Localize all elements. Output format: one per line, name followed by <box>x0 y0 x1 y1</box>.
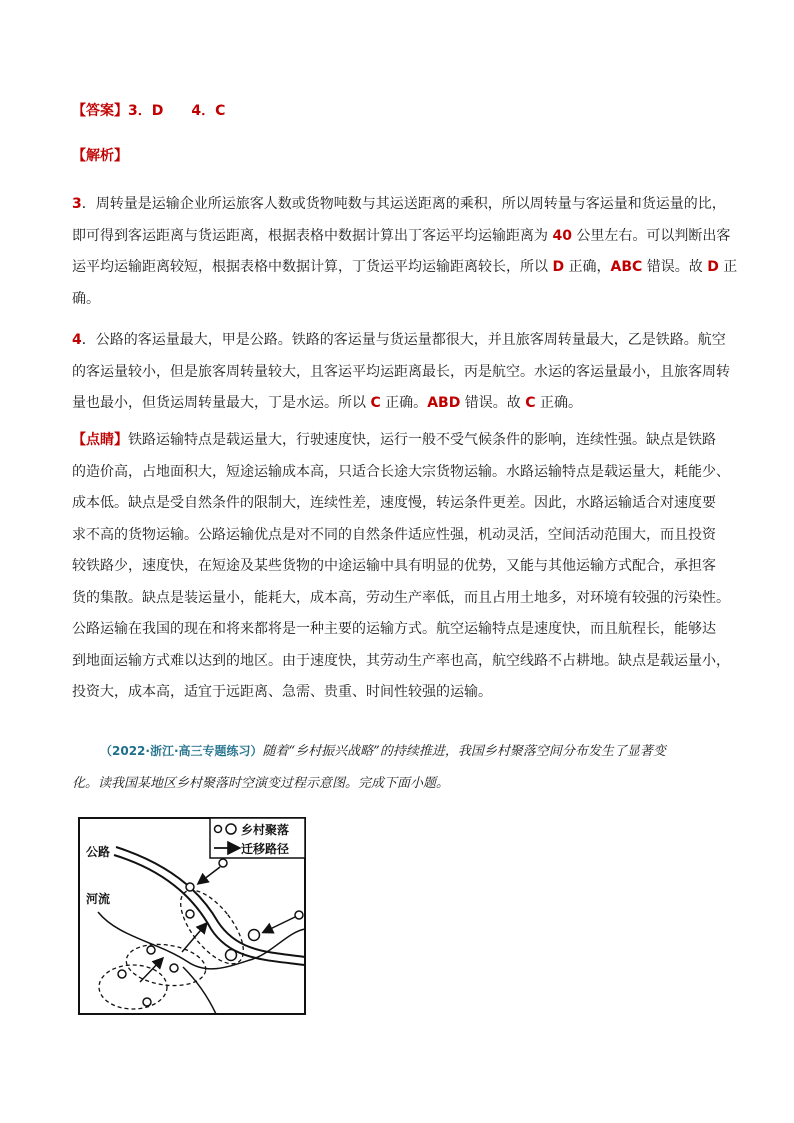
q4-line-3 <box>72 388 724 420</box>
q3-text: 错误。故 <box>642 259 708 275</box>
intro-line-2: 化。读我国某地区乡村聚落时空演变过程示意图。完成下面小题。 <box>72 775 450 791</box>
question-intro <box>72 736 732 799</box>
q3-text: 正 <box>718 259 738 275</box>
q4-text: 正确。 <box>380 395 428 411</box>
dianjing-section <box>72 425 730 709</box>
dj-line: 投资大，成本高，适宜于远距离、急需、贵重、时间性较强的运输。 <box>72 684 492 700</box>
analysis-tag: 【解析】 <box>72 148 128 164</box>
settlement-small <box>170 964 178 972</box>
dj-line: 成本低。缺点是受自然条件的限制大，连续性差，速度慢，转运条件更差。因此，水路运输适合对速度要 <box>72 495 716 511</box>
dj-line-1 <box>72 425 724 457</box>
settlement-large <box>249 930 260 941</box>
q4-number: 4 <box>72 332 82 348</box>
dj-line: 求不高的货物运输。公路运输优点是对不同的自然条件适应性强，机动灵活，空间活动范围大，而且投资 <box>72 526 716 543</box>
q4-text: 正确。 <box>535 395 582 411</box>
legend-large-circle-icon <box>226 824 236 834</box>
settlement-small <box>219 859 227 867</box>
settlement-map <box>78 817 306 1015</box>
question-source: （2022·浙江·高三专题练习） <box>100 744 263 758</box>
legend-migration-label: 迁移路径 <box>241 842 290 856</box>
dj-line: 到地面运输方式难以达到的地区。由于速度快，其劳动生产率也高，航空线路不占耕地。缺点是载运量小， <box>72 652 730 669</box>
dj-line: 货的集散。缺点是装运量小，能耗大，成本高，劳动生产率低，而且占用土地多，对环境有较强的污染性。 <box>72 589 730 606</box>
q4-line-2 <box>72 357 730 389</box>
intro-text: 随着“乡村振兴战略”的持续推进，我国乡村聚落空间分布发生了显著变 <box>262 744 666 759</box>
q3-text: 正确， <box>564 259 611 275</box>
river-label: 河流 <box>86 892 111 906</box>
dianjing-tag: 【点睛】 <box>72 432 128 448</box>
intro-line-1 <box>72 736 732 768</box>
q3-text: 即可得到客运距离与货运距离，根据表格中数据计算出丁客运平均运输距离为 <box>72 227 553 244</box>
q3-number: 3 <box>72 196 82 212</box>
q4-text: 错误。故 <box>460 395 526 411</box>
q4-line-1 <box>72 325 724 357</box>
settlement-large <box>226 950 237 961</box>
q3-highlight: D <box>552 259 565 275</box>
answer-line <box>72 96 724 126</box>
q3-highlight: 40 <box>552 227 572 244</box>
q3-text: 确。 <box>72 290 100 307</box>
q3-line-3 <box>72 252 738 284</box>
q3-line-2 <box>72 221 731 253</box>
question-4-explanation <box>72 325 730 420</box>
settlement-small <box>147 946 155 954</box>
dj-line: 公路运输在我国的现在和将来都将是一种主要的运输方式。航空运输特点是速度快，而且航程长，能够达 <box>72 621 716 637</box>
q4-text: 的客运量较小，但是旅客周转量较大，且客运平均运距离最长，丙是航空。水运的客运量最小，且旅客周转 <box>72 363 730 380</box>
question-3-explanation <box>72 189 738 315</box>
dj-line: 的造价高，占地面积大，短途运输成本高，只适合长途大宗货物运输。水路运输特点是载运量大，耗能少、 <box>72 463 730 480</box>
q3-highlight: ABC <box>610 259 643 275</box>
settlement-small <box>295 911 303 919</box>
q4-highlight: ABD <box>427 395 461 411</box>
dj-text: 铁路运输特点是载运量大，行驶速度快，运行一般不受气候条件的影响，连续性强。缺点是铁路 <box>128 432 716 448</box>
q4-highlight: C <box>370 395 381 411</box>
dj-line: 较铁路少，速度快，在短途及某些货物的中途运输中具有明显的优势，又能与其他运输方式配合，承担客 <box>72 558 716 574</box>
q3-text: 公里左右。可以判断出客 <box>571 227 731 244</box>
answer-tag: 【答案】 <box>72 103 128 119</box>
legend-settlement-label: 乡村聚落 <box>241 823 290 837</box>
legend-small-circle-icon <box>215 826 222 833</box>
road-label: 公路 <box>86 845 111 859</box>
q3-line-4 <box>72 284 724 316</box>
settlement-small <box>143 998 151 1006</box>
settlement-small <box>186 910 194 918</box>
answer-text: 3．D 4．C <box>128 103 226 119</box>
q3-line-1: 3．周转量是运输企业所运旅客人数或货物吨数与其运送距离的乘积，所以周转量与客运量和货运量的比， <box>72 196 726 212</box>
settlement-small <box>118 970 126 978</box>
q3-text: 运平均运输距离较短，根据表格中数据计算，丁货运平均运输距离较长，所以 <box>72 259 553 275</box>
q4-text: ．公路的客运量最大，甲是公路。铁路的客运量与货运量都很大，并且旅客周转量最大，乙是铁路。航空 <box>81 332 726 348</box>
q3-highlight: D <box>707 259 719 275</box>
settlement-map-svg <box>78 817 306 1015</box>
q4-highlight: C <box>525 395 536 411</box>
settlement-small <box>186 883 194 891</box>
q4-text: 量也最小，但货运周转量最大，丁是水运。所以 <box>72 395 371 411</box>
